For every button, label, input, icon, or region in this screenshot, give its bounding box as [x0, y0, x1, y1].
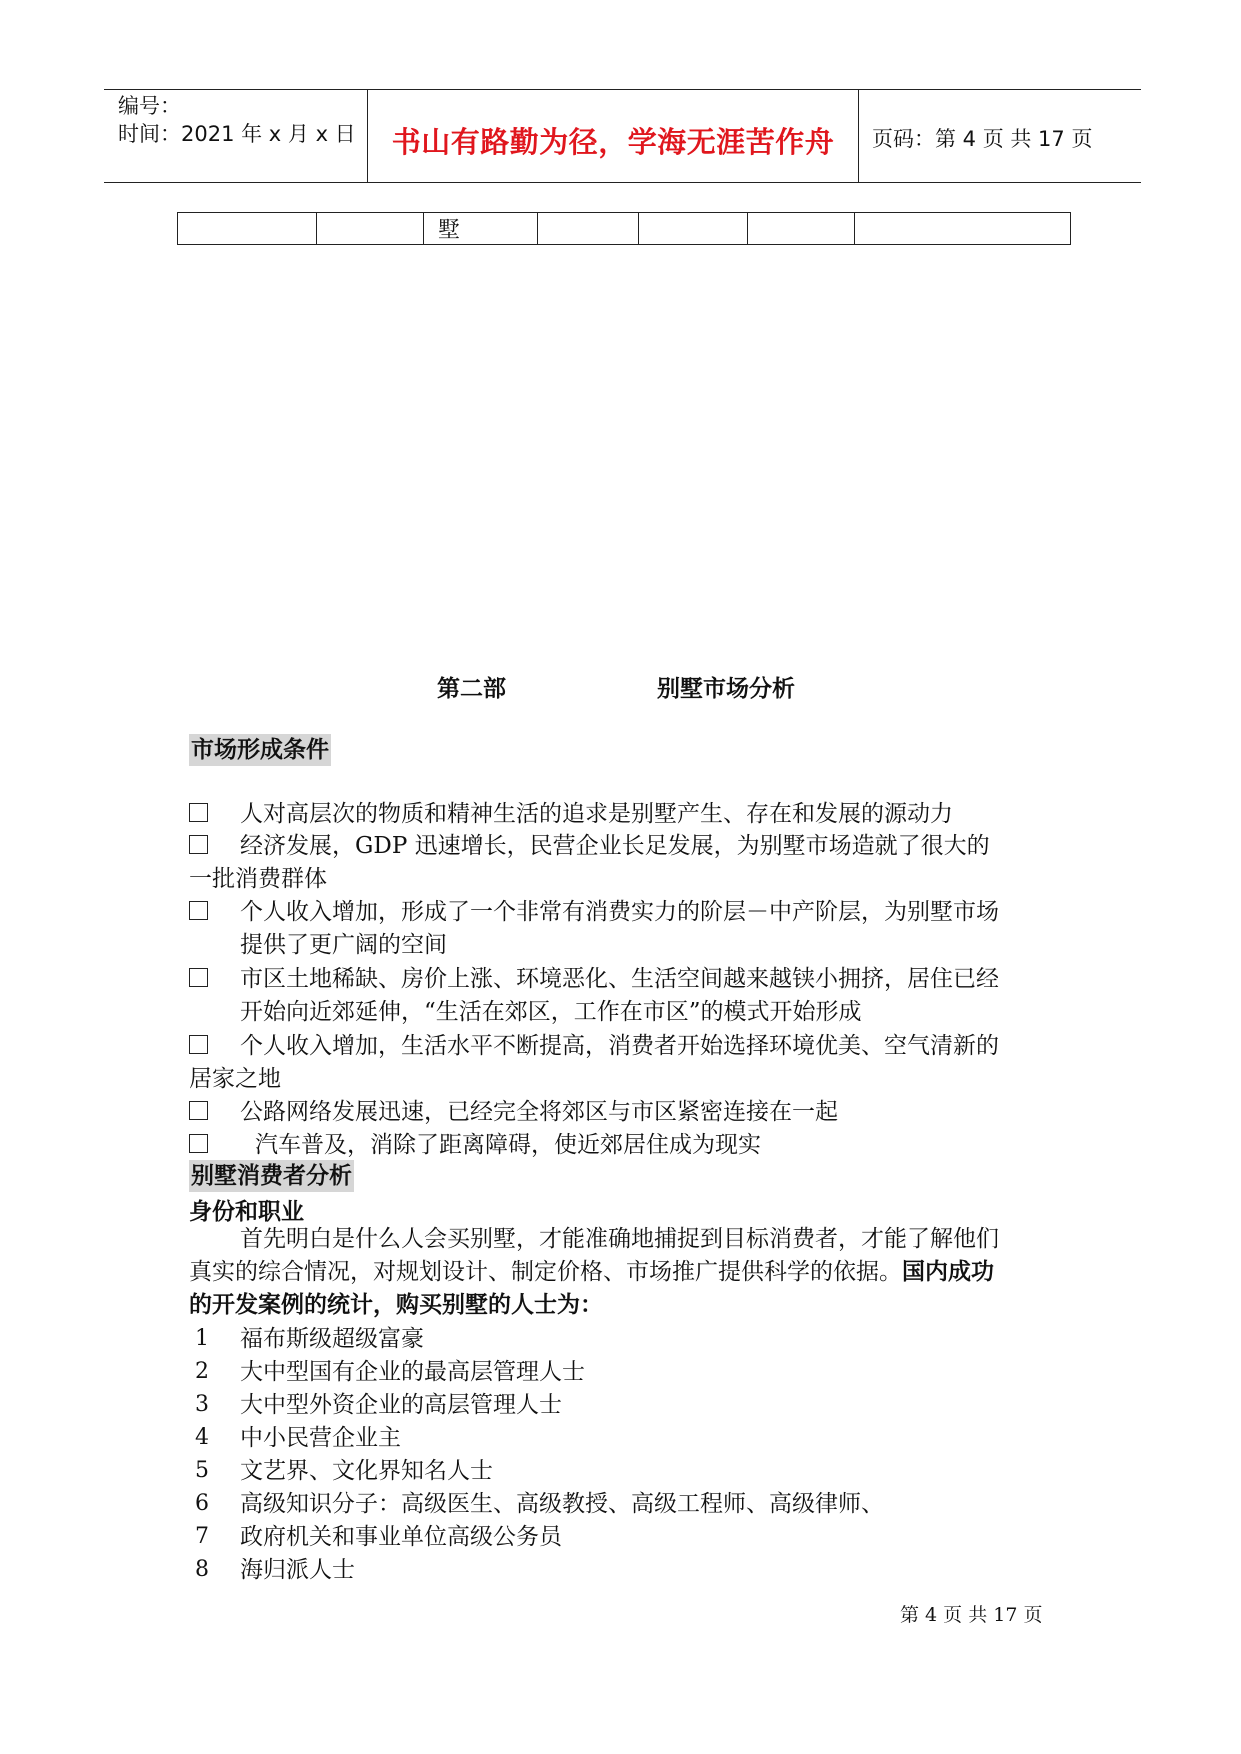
list-item [189, 1031, 208, 1061]
list-item [189, 799, 208, 829]
buyer-type: 政府机关和事业单位高级公务员 [240, 1524, 562, 1550]
list-item [189, 831, 208, 861]
checkbox-square-icon [189, 1101, 208, 1120]
list-item-text-continued: 居家之地 [189, 1066, 281, 1092]
checkbox-square-icon [189, 1035, 208, 1054]
header-page-info: 页码：第 4 页 共 17 页 [872, 127, 1093, 151]
list-item-text-continued: 提供了更广阔的空间 [240, 932, 447, 958]
header-motto: 书山有路勤为径，学海无涯苦作舟 [391, 125, 835, 159]
list-item-text: 个人收入增加，形成了一个非常有消费实力的阶层－中产阶层，为别墅市场 [240, 899, 999, 925]
buyer-type: 福布斯级超级富豪 [240, 1326, 424, 1352]
table-cell [748, 213, 855, 245]
section-part-label: 第二部 [437, 676, 506, 702]
list-item-text-continued: 一批消费群体 [189, 866, 327, 892]
paragraph-bold-line: 的开发案例的统计，购买别墅的人士为： [189, 1292, 603, 1318]
checkbox-square-icon [189, 835, 208, 854]
document-number-label: 编号： [118, 94, 181, 118]
table-cell [639, 213, 748, 245]
list-item-text: 汽车普及，消除了距离障碍，使近郊居住成为现实 [255, 1132, 761, 1158]
buyer-number: 1 [195, 1326, 209, 1351]
header-top-rule [104, 89, 1141, 90]
document-time-label: 时间：2021 年 x 月 x 日 [118, 122, 356, 146]
buyer-number: 6 [195, 1491, 209, 1516]
paragraph-line [189, 1257, 994, 1287]
checkbox-square-icon [189, 968, 208, 987]
buyer-number: 2 [195, 1359, 209, 1384]
paragraph-line: 首先明白是什么人会买别墅，才能准确地捕捉到目标消费者，才能了解他们 [240, 1226, 999, 1252]
consumer-analysis-heading: 别墅消费者分析 [189, 1160, 354, 1192]
list-item-text: 市区土地稀缺、房价上涨、环境恶化、生活空间越来越铗小拥挤，居住已经 [240, 966, 999, 992]
list-item-text: 经济发展，GDP 迅速增长，民营企业长足发展，为别墅市场造就了很大的 [240, 833, 990, 859]
buyer-type: 高级知识分子：高级医生、高级教授、高级工程师、高级律师、 [240, 1491, 884, 1517]
checkbox-square-icon [189, 1134, 208, 1153]
section-title: 别墅市场分析 [657, 676, 795, 702]
checkbox-square-icon [189, 901, 208, 920]
buyer-number: 5 [195, 1458, 209, 1483]
market-conditions-heading: 市场形成条件 [189, 734, 331, 766]
identity-occupation-subheading: 身份和职业 [189, 1199, 304, 1225]
list-item [189, 1097, 208, 1127]
list-item-text-continued: 开始向近郊延伸，“生活在郊区，工作在市区”的模式开始形成 [240, 999, 862, 1025]
table-row [178, 213, 1071, 245]
list-item-text: 公路网络发展迅速，已经完全将郊区与市区紧密连接在一起 [240, 1099, 838, 1125]
buyer-number: 4 [195, 1425, 209, 1450]
buyer-type: 海归派人士 [240, 1557, 355, 1583]
header-divider-left [367, 89, 368, 183]
buyer-type: 大中型国有企业的最高层管理人士 [240, 1359, 585, 1385]
list-item [189, 1130, 208, 1160]
paragraph-bold-text: 国内成功 [902, 1259, 994, 1285]
header-bottom-rule [104, 182, 1141, 183]
buyer-type: 文艺界、文化界知名人士 [240, 1458, 493, 1484]
paragraph-text: 真实的综合情况，对规划设计、制定价格、市场推广提供科学的依据。 [189, 1259, 902, 1285]
buyer-number: 8 [195, 1557, 209, 1582]
table-cell [178, 213, 317, 245]
header-meta [118, 92, 356, 148]
footer-page-number: 第 4 页 共 17 页 [900, 1604, 1043, 1626]
table-cell [317, 213, 424, 245]
buyer-type: 大中型外资企业的高层管理人士 [240, 1392, 562, 1418]
table-cell: 墅 [424, 213, 538, 245]
table-cell [855, 213, 1071, 245]
checkbox-square-icon [189, 803, 208, 822]
header-divider-right [858, 89, 859, 183]
buyer-number: 7 [195, 1524, 209, 1549]
table-fragment [177, 212, 1071, 245]
list-item-text: 个人收入增加，生活水平不断提高，消费者开始选择环境优美、空气清新的 [240, 1033, 999, 1059]
list-item-text: 人对高层次的物质和精神生活的追求是别墅产生、存在和发展的源动力 [240, 801, 953, 827]
list-item [189, 964, 208, 994]
list-item [189, 897, 208, 927]
table-cell [538, 213, 639, 245]
buyer-number: 3 [195, 1392, 209, 1417]
buyer-type: 中小民营企业主 [240, 1425, 401, 1451]
